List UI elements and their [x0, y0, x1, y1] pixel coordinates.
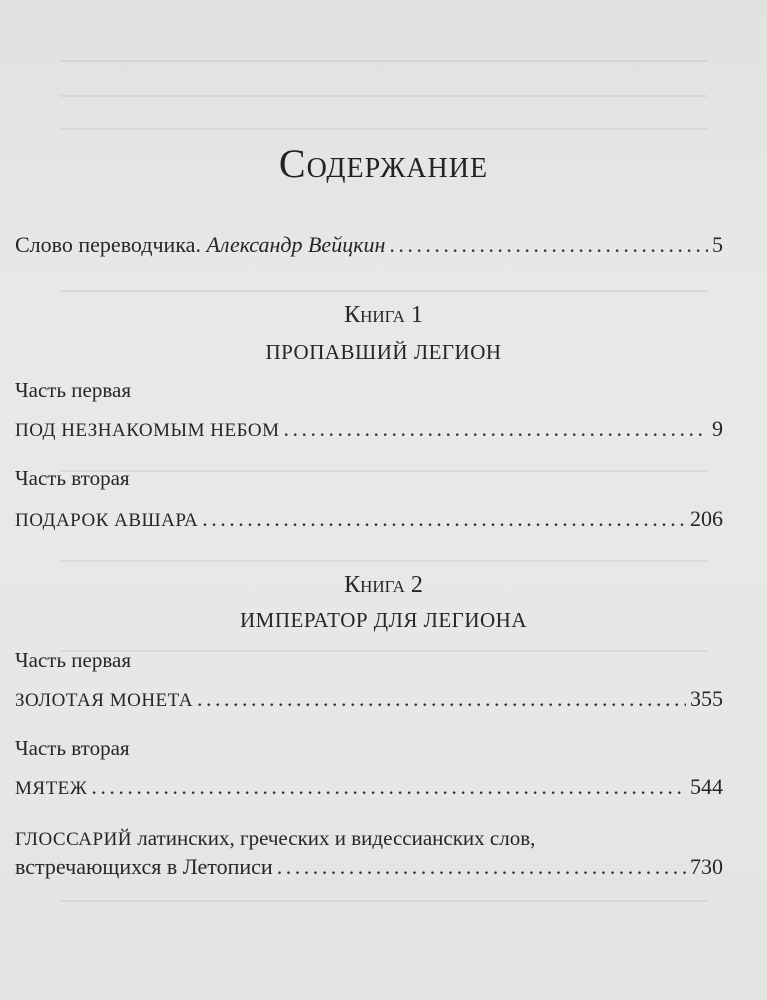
part-label: Часть вторая [15, 736, 130, 760]
toc-entry-intro[interactable] [15, 232, 723, 258]
entry-title: МЯТЕЖ [15, 778, 88, 799]
entry-label [15, 232, 385, 258]
book-2-label: Книга 2 [344, 572, 423, 598]
book-1-title: ПРОПАВШИЙ ЛЕГИОН [265, 340, 502, 364]
book-1-label: Книга 1 [344, 302, 423, 328]
bleed-through-line [60, 470, 707, 472]
page-number: 730 [690, 854, 723, 879]
entry-title: ПОД НЕЗНАКОМЫМ НЕБОМ [15, 420, 280, 441]
toc-entry[interactable] [15, 506, 723, 532]
page-number: 5 [712, 232, 723, 257]
book-2-title: ИМПЕРАТОР ДЛЯ ЛЕГИОНА [240, 608, 527, 632]
page-number: 355 [690, 686, 723, 711]
bleed-through-line [60, 60, 707, 62]
part-label: Часть первая [15, 648, 131, 672]
glossary-line-1 [15, 826, 535, 851]
page-number: 206 [690, 506, 723, 531]
page-number: 544 [690, 774, 723, 799]
bleed-through-line [60, 290, 707, 292]
dot-leader [277, 854, 686, 880]
bleed-through-line [60, 560, 707, 562]
toc-entry[interactable] [15, 686, 723, 712]
dot-leader [197, 686, 686, 712]
dot-leader [389, 232, 708, 258]
intro-author: Александр Вейцкин [206, 232, 386, 257]
dot-leader [283, 416, 708, 442]
part-label: Часть вторая [15, 466, 130, 490]
toc-entry[interactable] [15, 774, 723, 800]
dot-leader [91, 774, 686, 800]
page-title: Содержание [278, 141, 489, 186]
toc-entry[interactable] [15, 416, 723, 442]
bleed-through-line [60, 900, 707, 902]
toc-entry-glossary[interactable] [15, 854, 723, 880]
glossary-line-1-rest: латинских, греческих и видессианских слов, [137, 826, 536, 850]
glossary-line-2: встречающихся в Летописи [15, 854, 273, 879]
part-label: Часть первая [15, 378, 131, 402]
page-number: 9 [712, 416, 723, 441]
bleed-through-line [60, 95, 707, 97]
dot-leader [202, 506, 686, 532]
entry-title: ЗОЛОТАЯ МОНЕТА [15, 690, 194, 711]
bleed-through-line [60, 128, 707, 130]
bleed-through-line [60, 650, 707, 652]
glossary-caps: ГЛОССАРИЙ [15, 829, 133, 850]
entry-title: ПОДАРОК АВШАРА [15, 510, 199, 531]
intro-label: Слово переводчика. [15, 232, 201, 257]
